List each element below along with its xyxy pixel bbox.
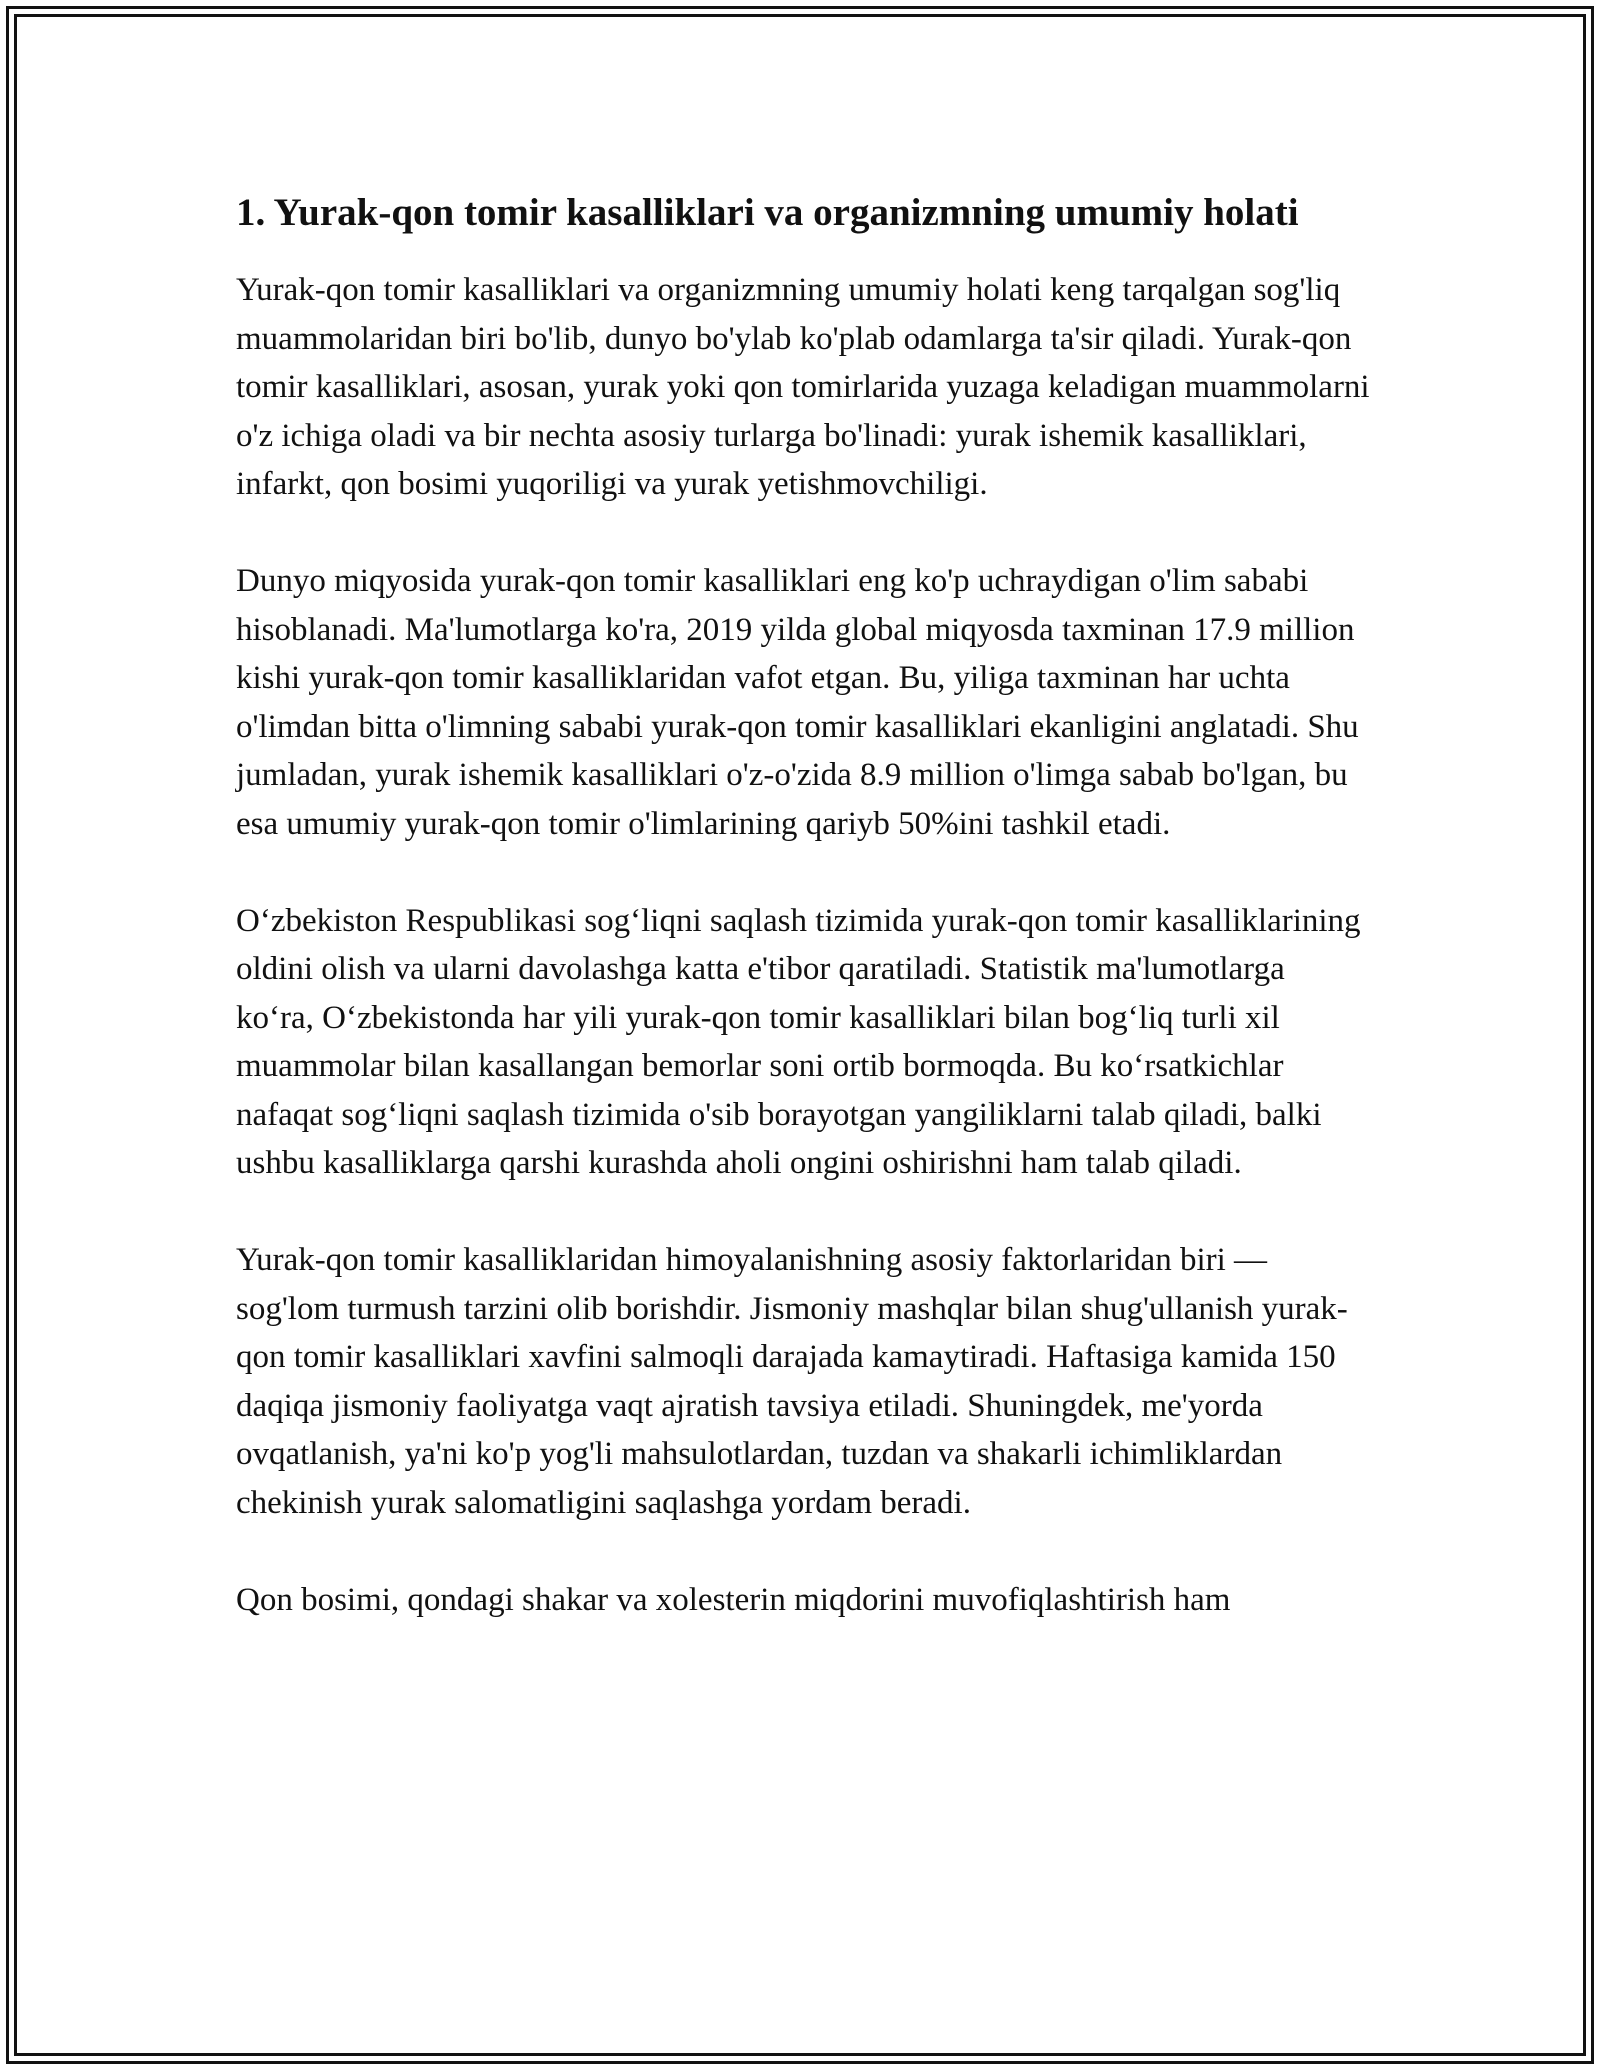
paragraph-4: Yurak-qon tomir kasalliklaridan himoyalanishning asosiy faktorlaridan biri — sog'lom turmush tarzini olib borishdir. Jismoniy mashqlar bilan shug'ullanish yurak-qon tomir kasalliklari xavfini salmoqli darajada kamaytiradi. Haftasiga kamida 150 daqiqa jismoniy faoliyatga vaqt ajratish tavsiya etiladi. Shuningdek, me'yorda ovqatlanish, ya'ni ko'p yog'li mahsulotlardan, tuzdan va shakarli ichimliklardan chekinish yurak salomatligini saqlashga yordam beradi. — [236, 1242, 1348, 1521]
paragraph-1: Yurak-qon tomir kasalliklari va organizmning umumiy holati keng tarqalgan sog'liq muammolaridan biri bo'lib, dunyo bo'ylab ko'plab odamlarga ta'sir qiladi. Yurak-qon tomir kasalliklari, asosan, yurak yoki qon tomirlarida yuzaga keladigan muammolarni o'z ichiga oladi va bir nechta asosiy turlarga bo'linadi: yurak ishemik kasalliklari, infarkt, qon bosimi yuqoriligi va yurak yetishmovchiligi. — [236, 272, 1370, 502]
document-body — [236, 186, 1370, 1673]
paragraph-2: Dunyo miqyosida yurak-qon tomir kasalliklari eng ko'p uchraydigan o'lim sababi hisoblanadi. Ma'lumotlarga ko'ra, 2019 yilda global miqyosda taxminan 17.9 million kishi yurak-qon tomir kasalliklaridan vafot etgan. Bu, yiliga taxminan har uchta o'limdan bitta o'limning sababi yurak-qon tomir kasalliklari ekanligini anglatadi. Shu jumladan, yurak ishemik kasalliklari o'z-o'zida 8.9 million o'limga sabab bo'lgan, bu esa umumiy yurak-qon tomir o'limlarining qariyb 50%ini tashkil etadi. — [236, 563, 1359, 842]
section-heading: 1. Yurak-qon tomir kasalliklari va organizmning umumiy holati — [236, 191, 1299, 234]
paragraph-3: O‘zbekiston Respublikasi sog‘liqni saqlash tizimida yurak-qon tomir kasalliklarining oldini olish va ularni davolashga katta e'tibor qaratiladi. Statistik ma'lumotlarga ko‘ra, O‘zbekistonda har yili yurak-qon tomir kasalliklari bilan bog‘liq turli xil muammolar bilan kasallangan bemorlar soni ortib bormoqda. Bu ko‘rsatkichlar nafaqat sog‘liqni saqlash tizimida o'sib borayotgan yangiliklarni talab qiladi, balki ushbu kasalliklarga qarshi kurashda aholi ongini oshirishni ham talab qiladi. — [236, 902, 1361, 1181]
paragraph-5: Qon bosimi, qondagi shakar va xolesterin miqdorini muvofiqlashtirish ham — [236, 1581, 1231, 1618]
